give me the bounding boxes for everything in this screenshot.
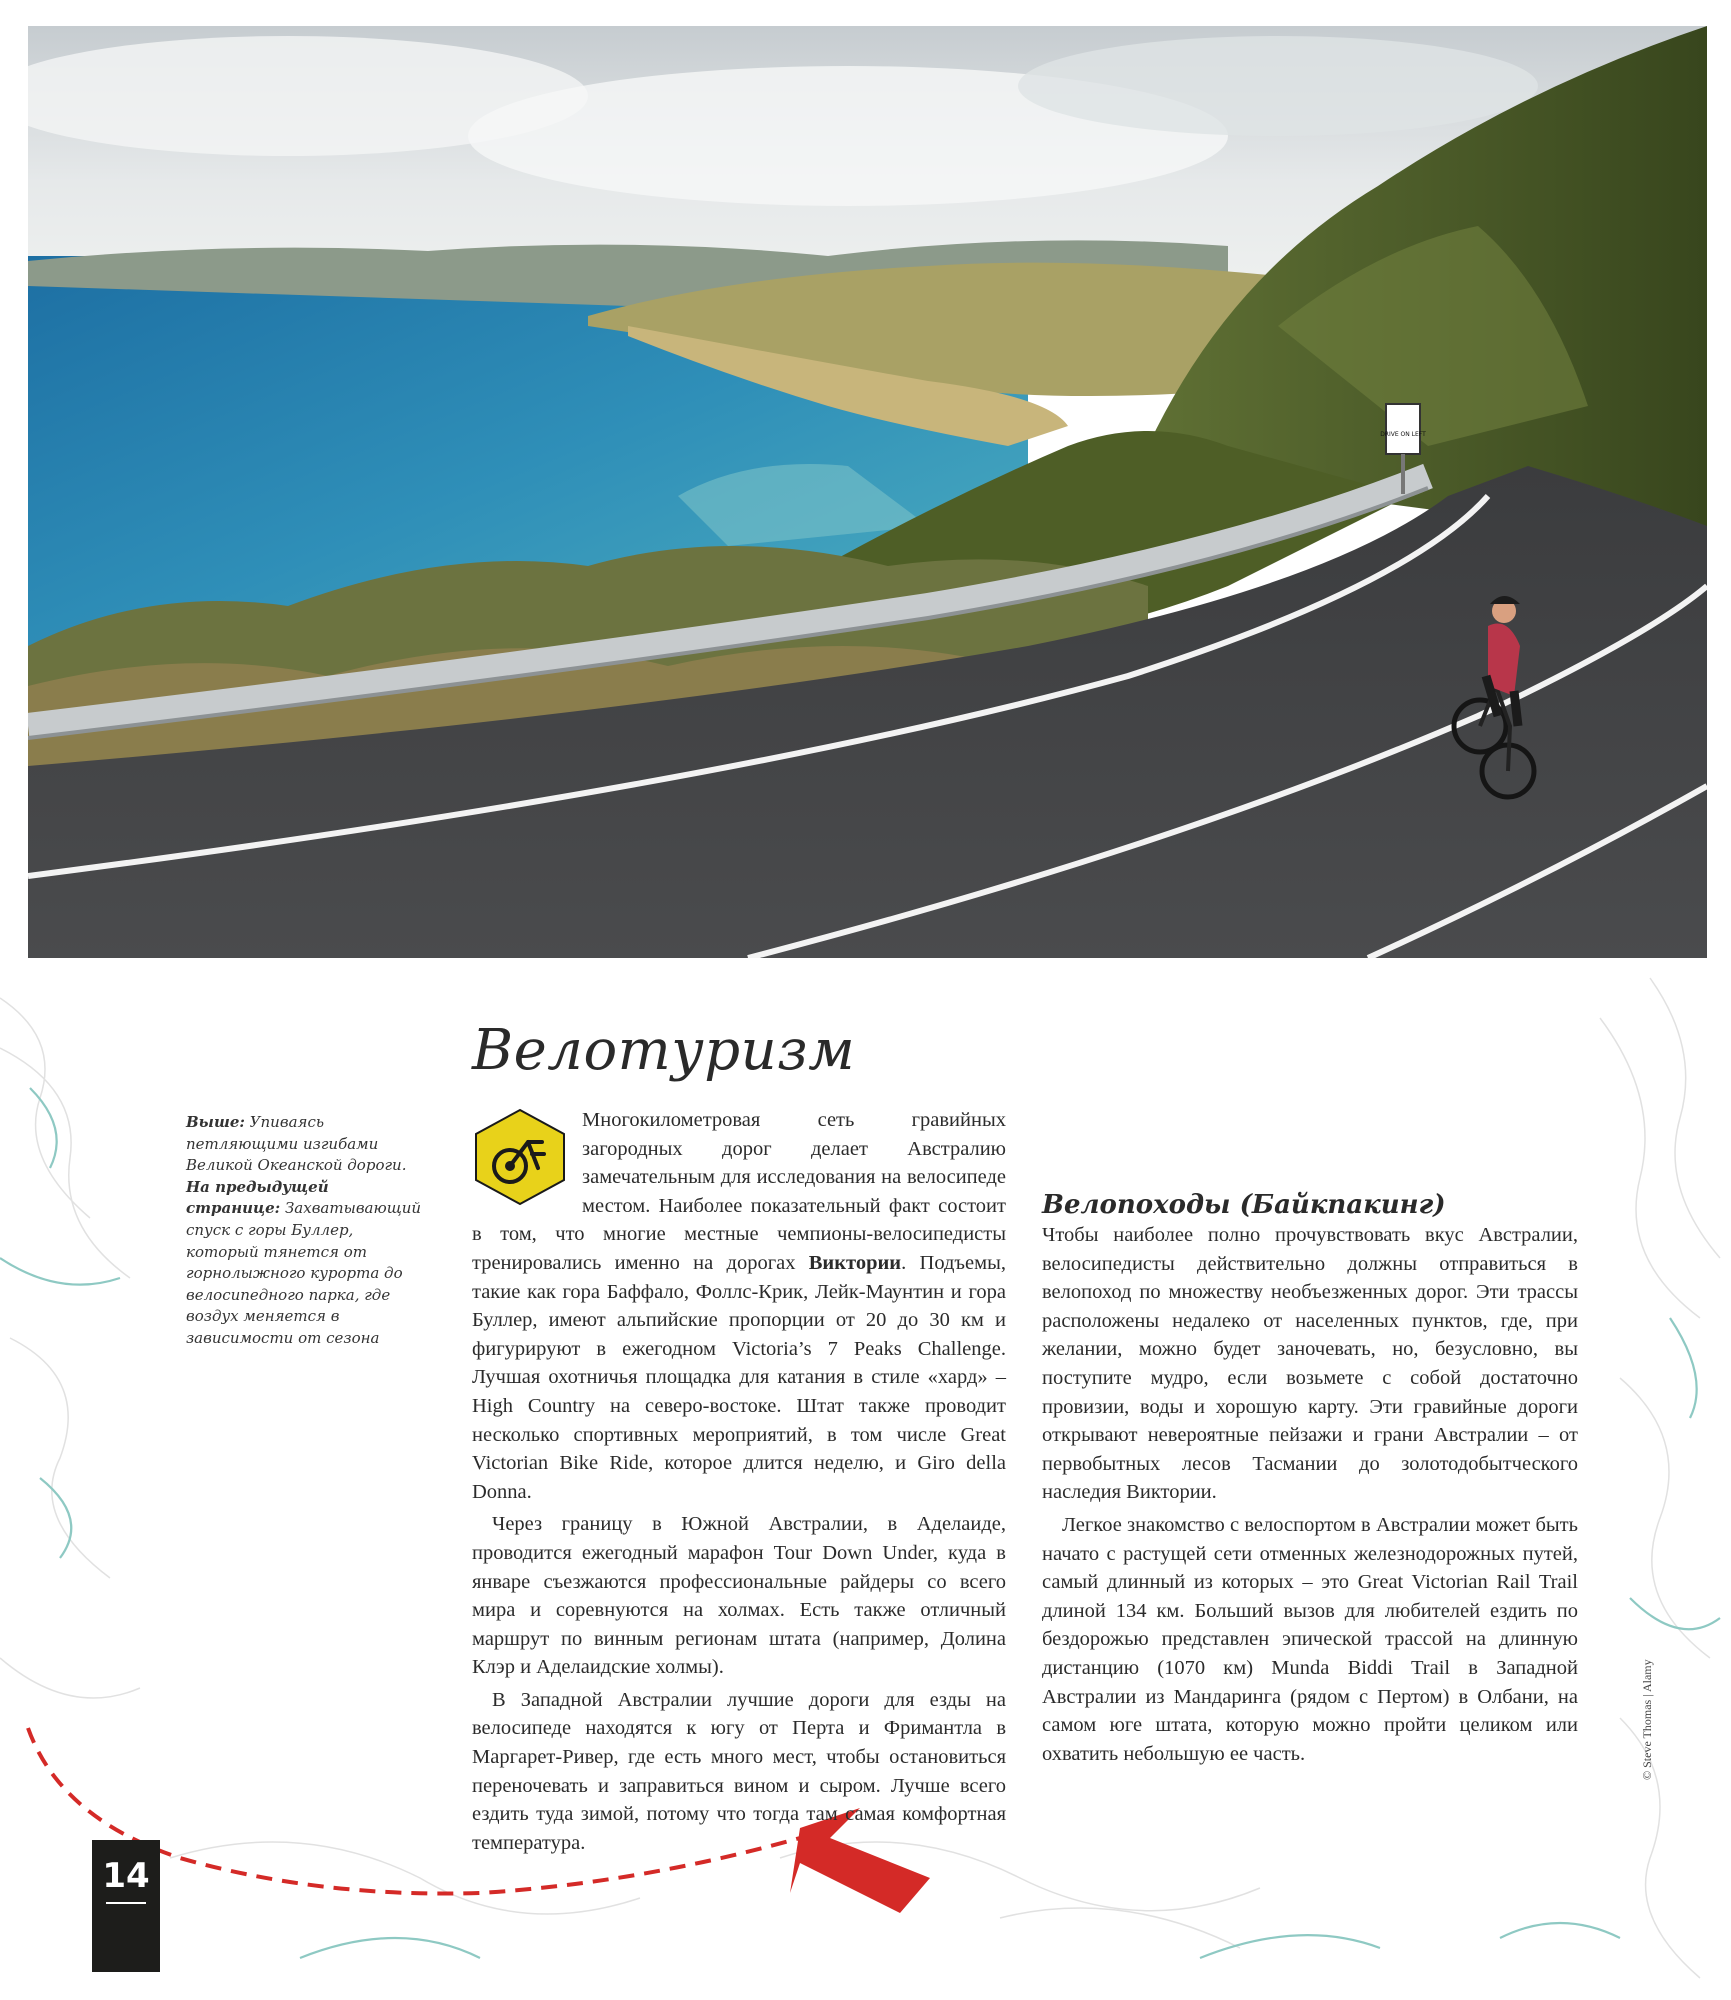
svg-text:DRIVE ON LEFT: DRIVE ON LEFT: [1380, 431, 1426, 438]
paragraph-1-text: Многокилометровая сеть гравийных загородных дорог делает Австралию замечательным для исследования на велосипеде местом. Наиболее показательный факт состоит в том, что многие местные чемпионы-велосипедисты тренировались именно на дорогах: [472, 1109, 1006, 1274]
caption-label-previous: На предыдущей странице:: [186, 1177, 329, 1218]
page-number-tab: [92, 1840, 160, 1972]
paragraph-2: Через границу в Южной Австралии, в Аделаиде, проводится ежегодный марафон Tour Down Under, куда в январе съезжаются профессиональные райдеры со всего мира и соревнуются на холмах. Есть также отличный маршрут по винным регионам штата (например, Долина Клэр и Аделаидские холмы).: [472, 1513, 1006, 1679]
photo-credit: © Steve Thomas | Alamy: [1640, 1659, 1654, 1780]
bicycle-badge-icon: [472, 1108, 568, 1206]
page-number: 14: [102, 1856, 150, 1896]
article-column-right: [1042, 1106, 1578, 1768]
paragraph-1-bold: Виктории: [808, 1251, 902, 1274]
paragraph-5: Легкое знакомство с велоспортом в Австралии может быть начато с растущей сети отменных железнодорожных путей, самый длинный из которых – это Great Victorian Rail Trail длиной 134 км. Больший вызов для любителей ездить по бездорожью представлен эпической трассой на длинную дистанцию (1070 км) Munda Biddi Trail в Западной Австралии из Мандаринга (рядом с Пертом) в Олбани, на самом юге штата, которую можно пройти целиком или охватить небольшую ее часть.: [1042, 1513, 1578, 1765]
caption-text-above: Упиваясь петляющими изгибами Великой Океанской дороги.: [186, 1113, 407, 1175]
paragraph-1: [472, 1106, 1006, 1506]
page-number-underline: [106, 1902, 146, 1904]
column-continuation-spacer: [1042, 1106, 1578, 1163]
article-title: Велотуризм: [472, 1018, 856, 1083]
paragraph-3: В Западной Австралии лучшие дороги для езды на велосипеде находятся к югу от Перта и Фримантла в Маргарет-Ривер, где есть много мест, чтобы остановиться переночевать и заправиться вином и сыром. Лучше всего ездить туда зимой, потому что тогда там самая комфортная температура.: [472, 1688, 1006, 1854]
article-column-left: [472, 1106, 1006, 1857]
caption-label-above: Выше:: [186, 1113, 245, 1131]
photo-caption: [186, 1112, 426, 1350]
paragraph-4: Чтобы наиболее полно прочувствовать вкус Австралии, велосипедисты действительно должны отправиться в велопоход по множеству необъезженных дорог. Эти трассы расположены недалеко от населенных пунктов, где, при желании, можно будет заночевать, но, безусловно, вы поступите мудро, если возьмете с собой достаточно провизии, воды и хорошую карту. Эти гравийные дороги открывают невероятные пейзажи и грани Австралии – от первобытных лесов Тасмании до золотодобытческого наследия Виктории.: [1042, 1224, 1578, 1504]
road-sign: [1386, 404, 1420, 454]
section-subhead: Велопоходы (Байкпакинг): [1042, 1190, 1446, 1220]
paragraph-1-text-end: . Подъемы, такие как гора Баффало, Фоллс-Крик, Лейк-Маунтин и гора Буллер, имеют альпийские пропорции от 20 до 30 км и фигурируют в ежегодном Victoria’s 7 Peaks Challenge. Лучшая охотничья площадка для катания в стиле «хард» – High Country на северо-востоке. Штат также проводит несколько спортивных мероприятий, в том числе Great Victorian Bike Ride, которое длится неделю, и Giro della Donna.: [472, 1251, 1007, 1503]
hero-photo: [28, 26, 1707, 958]
caption-text-previous: Захватывающий спуск с горы Буллер, который тянется от горнолыжного курорта до велосипедного парка, где воздух меняется в зависимости от сезона: [186, 1199, 422, 1347]
